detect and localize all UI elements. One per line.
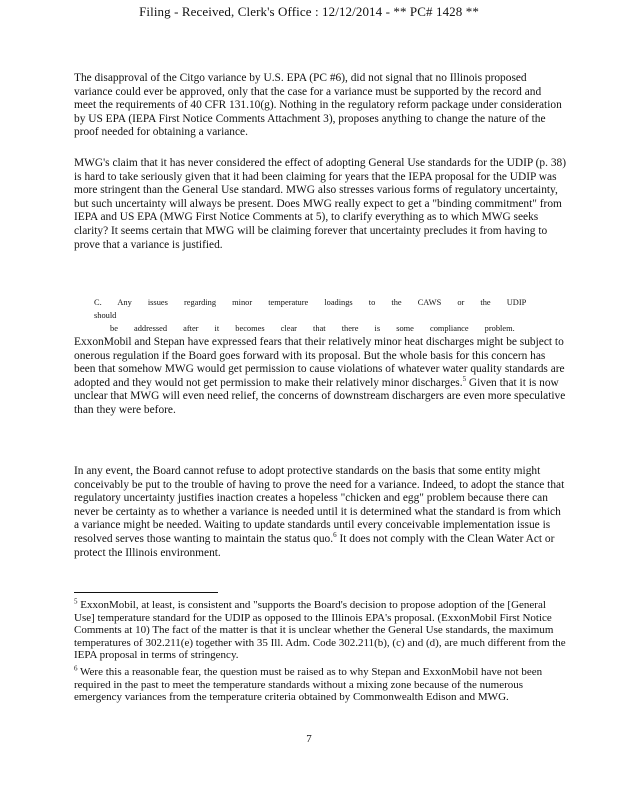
- paragraph-4-text: In any event, the Board cannot refuse to adopt protective standards on the basis that some entity might conceivably be put to the trouble of having to prove the need for a variance. Indeed, to adopt the stance that regulatory uncertainty justifies inaction creates a hopeless "chicken and egg" problem because there can never be certainty as to whether a variance is needed until it is determined what the standard is from which a variance might be needed. Waiting to update standards until every conceivable implementation issue is resolved serves those wanting to maintain the status quo.: [74, 465, 565, 545]
- section-heading-line-1: Any issues regarding minor temperature loadings to the CAWS or the UDIP should: [94, 298, 526, 320]
- section-heading-c: [94, 296, 564, 335]
- footnote-6-text: Were this a reasonable fear, the question must be raised as to why Stepan and ExxonMobil have not been required in the past to meet the temperature standards without a mixing zone because of the numerous emergency variances from the temperature criteria obtained by Commonwealth Edison and MWG.: [74, 666, 543, 704]
- filing-header: Filing - Received, Clerk's Office : 12/12/2014 - ** PC# 1428 **: [139, 4, 479, 19]
- body-paragraph-3: [74, 336, 566, 418]
- section-letter: C.: [94, 298, 102, 307]
- footnote-ref-6: 6: [333, 531, 337, 540]
- footnote-5-text: ExxonMobil, at least, is consistent and "supports the Board's decision to propose adoption of the [General Use] temperature standard for the UDIP as opposed to the Illinois EPA's proposal. (ExxonMobil First Notice Comments at 10) The fact of the matter is that it is unclear whether the General Use standards, the maximum temperatures of 302.211(e) together with 35 Ill. Adm. Code 302.211(b), (c) and (d), are much different from the IEPA proposal in terms of stringency.: [74, 599, 566, 662]
- footnote-divider: [74, 592, 218, 593]
- body-paragraph-4: [74, 465, 566, 560]
- paragraph-3-text: ExxonMobil and Stepan have expressed fears that their relatively minor heat discharges might be subject to onerous regulation if the Board goes forward with its proposal. But the whole basis for this concern has been that somehow MWG would get permission to cause violations of whatever water quality standards are adopted and they would not get permission to make their relatively minor discharges.: [74, 336, 565, 389]
- footnote-5: [74, 599, 568, 662]
- footnote-6: [74, 666, 568, 704]
- footnote-ref-5: 5: [462, 374, 467, 383]
- body-paragraph-2: MWG's claim that it has never considered the effect of adopting General Use standards for the UDIP (p. 38) is hard to take seriously given that it had been claiming for years that the IEPA proposal for the UDIP was more stringent than the General Use standard. MWG also stresses various forms of regulatory uncertainty, but such uncertainty will always be present. Does MWG really expect to get a "binding commitment" from IEPA and US EPA (MWG First Notice Comments at 5), to clarify everything as to which MWG seeks clarity? It seems certain that MWG will be claiming forever that uncertainty precludes it from having to prove that a variance is justified.: [74, 157, 567, 251]
- footnote-6-number: 6: [74, 664, 78, 673]
- paragraph-4-text-end: It does not comply with the Clean Water Act or protect the Illinois environment.: [74, 532, 555, 559]
- paragraph-3-text-end: Given that it is now unclear that MWG will even need relief, the concerns of downstream dischargers are even more speculative than they were before.: [74, 376, 566, 416]
- body-paragraph-1: The disapproval of the Citgo variance by U.S. EPA (PC #6), did not signal that no Illinois proposed variance could ever be approved, only that the case for a variance must be supported by the record and meet the requirements of 40 CFR 131.10(g). Nothing in the regulatory reform package under consideration by US EPA (IEPA First Notice Comments Attachment 3), proposes anything to change the nature of the proof needed for obtaining a variance.: [74, 72, 562, 139]
- footnote-5-number: 5: [74, 597, 78, 606]
- section-heading-line-2: be addressed after it becomes clear that there is some compliance problem.: [110, 324, 515, 333]
- page-number: 7: [306, 733, 312, 745]
